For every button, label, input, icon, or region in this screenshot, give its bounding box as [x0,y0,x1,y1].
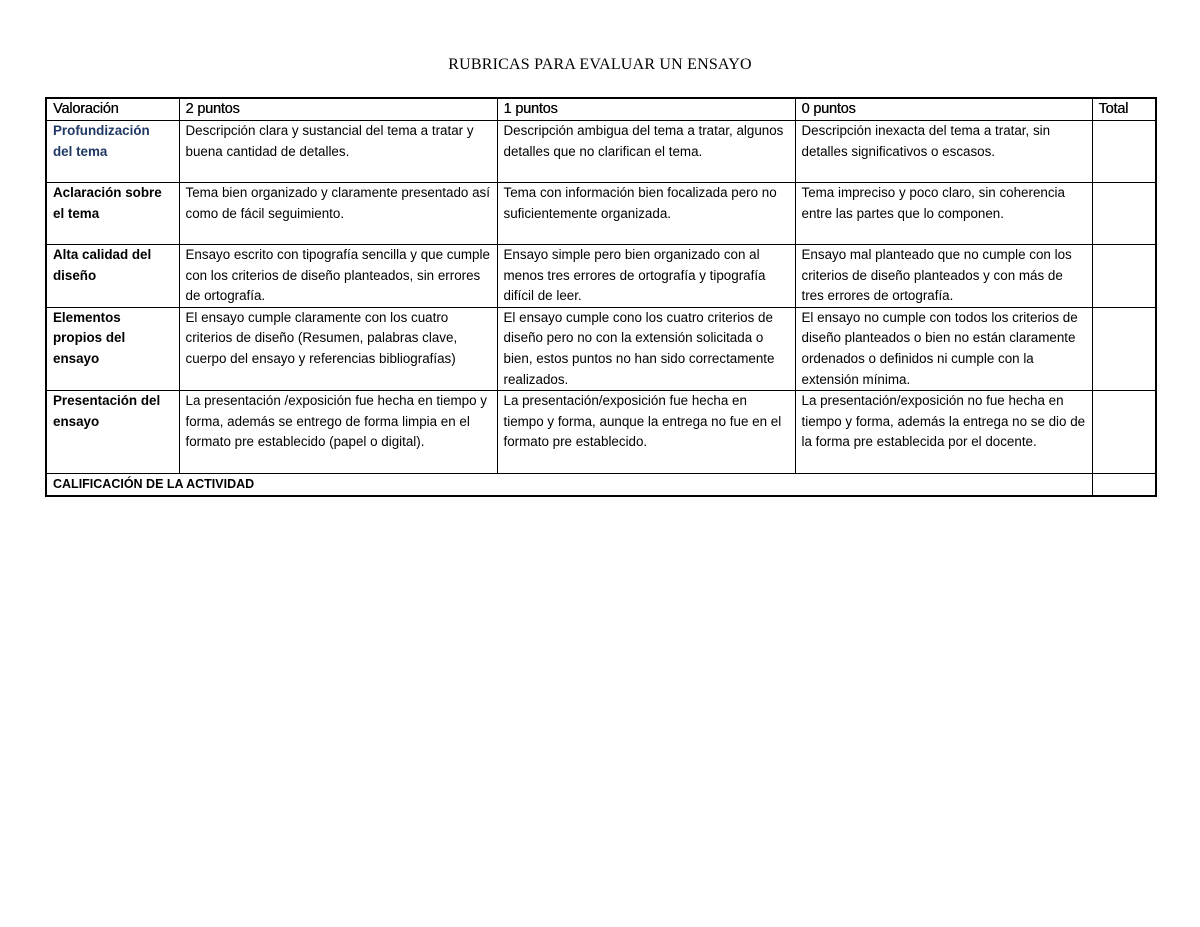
cell-total[interactable] [1092,391,1156,474]
page-title: RUBRICAS PARA EVALUAR UN ENSAYO [448,56,752,73]
cell-1-puntos: El ensayo cumple cono los cuatro criterios de diseño pero no con la extensión solicitada o bien, estos puntos no han sido correctamente realizados. [497,307,795,390]
header-row [46,98,1156,121]
cell-2-puntos: Ensayo escrito con tipografía sencilla y que cumple con los criterios de diseño planteados, sin errores de ortografía. [179,245,497,308]
cell-total[interactable] [1092,245,1156,308]
final-grade-label: CALIFICACIÓN DE LA ACTIVIDAD [46,474,1092,496]
cell-2-puntos: La presentación /exposición fue hecha en tiempo y forma, además se entrego de forma limpia en el formato pre establecido (papel o digital). [179,391,497,474]
header-1-puntos: 1 puntos [497,98,795,121]
table-row [46,391,1156,474]
cell-2-puntos: Descripción clara y sustancial del tema a tratar y buena cantidad de detalles. [179,121,497,183]
table-row [46,245,1156,308]
rubric-table [45,97,1157,497]
criterion-label: Elementos propios del ensayo [46,307,179,390]
footer-row [46,474,1156,496]
cell-0-puntos: Tema impreciso y poco claro, sin coherencia entre las partes que lo componen. [795,183,1092,245]
cell-1-puntos: Descripción ambigua del tema a tratar, algunos detalles que no clarifican el tema. [497,121,795,183]
header-2-puntos: 2 puntos [179,98,497,121]
table-row [46,121,1156,183]
cell-0-puntos: El ensayo no cumple con todos los criterios de diseño planteados o bien no están claramente ordenados o definidos ni cumple con la extensión mínima. [795,307,1092,390]
cell-total[interactable] [1092,121,1156,183]
cell-1-puntos: La presentación/exposición fue hecha en tiempo y forma, aunque la entrega no fue en el formato pre establecido. [497,391,795,474]
final-grade-cell[interactable] [1092,474,1156,496]
cell-0-puntos: Ensayo mal planteado que no cumple con los criterios de diseño planteados y con más de tres errores de ortografía. [795,245,1092,308]
header-total: Total [1092,98,1156,121]
cell-1-puntos: Tema con información bien focalizada pero no suficientemente organizada. [497,183,795,245]
cell-2-puntos: El ensayo cumple claramente con los cuatro criterios de diseño (Resumen, palabras clave, cuerpo del ensayo y referencias bibliografías) [179,307,497,390]
cell-1-puntos: Ensayo simple pero bien organizado con al menos tres errores de ortografía y tipografía difícil de leer. [497,245,795,308]
table-row [46,183,1156,245]
cell-0-puntos: Descripción inexacta del tema a tratar, sin detalles significativos o escasos. [795,121,1092,183]
cell-0-puntos: La presentación/exposición no fue hecha en tiempo y forma, además la entrega no se dio de la forma pre establecida por el docente. [795,391,1092,474]
header-0-puntos: 0 puntos [795,98,1092,121]
criterion-label: Presentación del ensayo [46,391,179,474]
cell-2-puntos: Tema bien organizado y claramente presentado así como de fácil seguimiento. [179,183,497,245]
header-valoracion: Valoración [46,98,179,121]
criterion-label: Aclaración sobre el tema [46,183,179,245]
table-row [46,307,1156,390]
cell-total[interactable] [1092,307,1156,390]
criterion-label: Profundización del tema [46,121,179,183]
cell-total[interactable] [1092,183,1156,245]
criterion-label: Alta calidad del diseño [46,245,179,308]
